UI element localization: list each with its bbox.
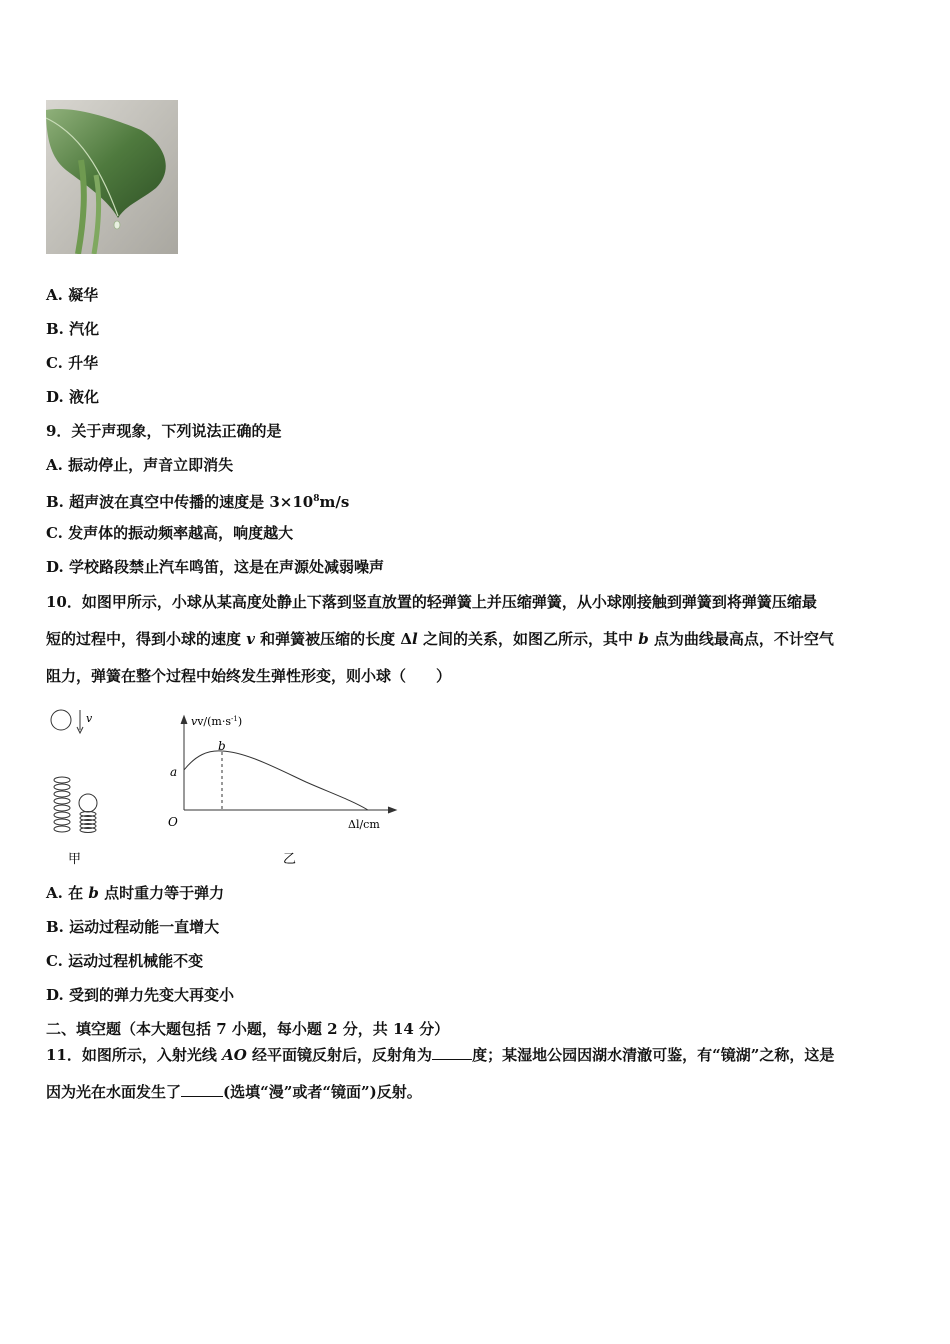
text: 因为光在水面发生了	[46, 1083, 182, 1101]
ray-ao: AO	[222, 1046, 247, 1064]
text: 经平面镜反射后，反射角为	[246, 1046, 433, 1064]
q9-option-a	[46, 455, 233, 475]
prev-option-d	[46, 387, 99, 407]
point-b: b	[88, 884, 99, 902]
option-text: 运动过程机械能不变	[68, 952, 204, 970]
option-letter: A.	[46, 286, 63, 304]
leaf-water-drop-photo	[46, 100, 178, 254]
option-letter: B.	[46, 918, 64, 936]
prev-option-c	[46, 353, 98, 373]
q10-option-b	[46, 917, 219, 937]
var-v: v	[246, 630, 255, 648]
prev-option-b	[46, 319, 99, 339]
text: (选填“漫”或者“镜面”)反射。	[223, 1083, 422, 1101]
x-axis-label: Δl/cm	[348, 818, 380, 831]
point-b: b	[638, 630, 649, 648]
label-yi: 乙	[283, 852, 297, 867]
option-letter: A.	[46, 456, 63, 474]
text: 11．如图所示，入射光线	[46, 1046, 223, 1064]
text: 度；某湿地公园因湖水清澈可鉴，有“镜湖”之称，这是	[472, 1046, 835, 1064]
point-b-label: b	[218, 739, 226, 753]
option-text: 在	[68, 884, 89, 902]
y-axis-label	[191, 715, 242, 728]
q11-line2	[46, 1082, 422, 1102]
option-letter: C.	[46, 524, 63, 542]
option-text: 凝华	[68, 286, 99, 304]
option-text: 振动停止，声音立即消失	[68, 456, 234, 474]
q11-line1	[46, 1045, 834, 1065]
q10-figure	[46, 700, 406, 870]
falling-ball	[51, 710, 71, 730]
exponent: 8	[313, 494, 320, 504]
y-unit: v/(m·s	[197, 715, 232, 728]
option-text: 汽化	[69, 320, 100, 338]
option-letter: D.	[46, 388, 64, 406]
q9-option-d	[46, 557, 384, 577]
y-unit-close: )	[237, 715, 243, 728]
option-text: 液化	[68, 388, 99, 406]
option-text: 学校路段禁止汽车鸣笛，这是在声源处减弱噪声	[68, 558, 384, 576]
v-arrow-label: v	[86, 712, 93, 725]
option-text: 受到的弹力先变大再变小	[68, 986, 234, 1004]
q10-option-d	[46, 985, 234, 1005]
text: 短的过程中，得到小球的速度	[46, 630, 247, 648]
option-letter: C.	[46, 354, 63, 372]
q10-stem-line3: 阻力，弹簧在整个过程中始终发生弹性形变，则小球（ ）	[46, 667, 452, 685]
option-text: 发声体的振动频率越高，响度越大	[68, 524, 294, 542]
option-text: 超声波在真空中传播的速度是 3×10	[69, 493, 314, 511]
option-text: 运动过程动能一直增大	[69, 918, 220, 936]
var-l: l	[412, 630, 418, 648]
option-letter: B.	[46, 320, 64, 338]
q9-option-b	[46, 489, 349, 512]
prev-option-a	[46, 285, 98, 305]
text: 和弹簧被压缩的长度 Δ	[254, 630, 413, 648]
option-letter: D.	[46, 986, 64, 1004]
y-unit-sup: -1	[231, 715, 238, 723]
section-heading: 二、填空题（本大题包括 7 小题，每小题 2 分，共 14 分）	[46, 1020, 450, 1038]
text: 点为曲线最高点，不计空气	[648, 630, 834, 648]
option-letter: D.	[46, 558, 64, 576]
unit: m/s	[319, 493, 350, 511]
option-text: 点时重力等于弹力	[98, 884, 225, 902]
y-var: v	[191, 715, 198, 728]
q10-stem-line1: 10．如图甲所示，小球从某高度处静止下落到竖直放置的轻弹簧上并压缩弹簧，从小球刚接触到弹簧到将弹簧压缩最	[46, 593, 817, 611]
option-letter: B.	[46, 493, 64, 511]
q10-option-c	[46, 951, 203, 971]
text: 之间的关系，如图乙所示，其中	[417, 630, 639, 648]
ball-on-spring	[79, 794, 97, 812]
option-letter: C.	[46, 952, 63, 970]
q10-stem-line2	[46, 629, 834, 649]
spring-uncompressed	[54, 777, 70, 832]
q10-option-a	[46, 883, 224, 903]
answer-blank-reflection[interactable]	[181, 1082, 223, 1097]
option-letter: A.	[46, 884, 63, 902]
label-jia: 甲	[68, 852, 82, 867]
spring-compressed	[80, 812, 96, 833]
point-a-label: a	[170, 765, 178, 779]
option-text: 升华	[68, 354, 99, 372]
q9-option-c	[46, 523, 293, 543]
answer-blank-angle[interactable]	[432, 1045, 472, 1060]
q9-stem: 9．关于声现象，下列说法正确的是	[46, 422, 282, 440]
origin-label: O	[168, 815, 178, 829]
velocity-curve	[184, 751, 368, 810]
